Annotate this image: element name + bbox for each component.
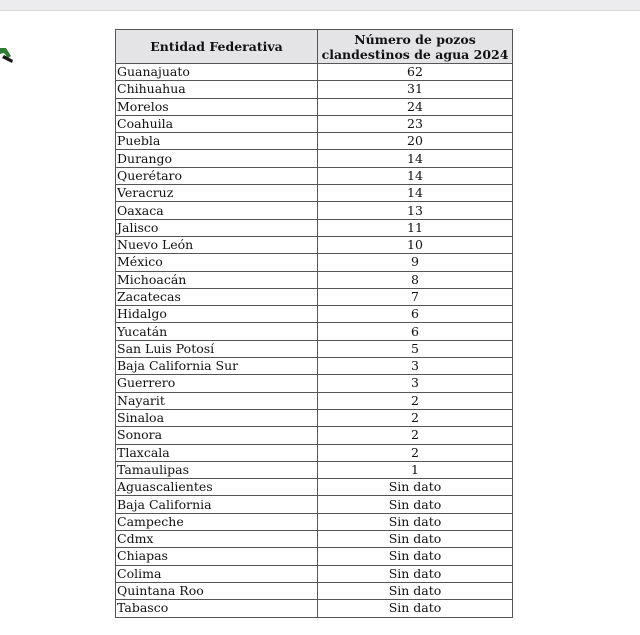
state-name-cell: Tabasco xyxy=(116,600,318,617)
state-name-cell: Quintana Roo xyxy=(116,582,318,599)
well-count-cell: 1 xyxy=(318,461,513,478)
header-pozos: Número de pozos clandestinos de agua 2024 xyxy=(318,30,513,64)
well-count-cell: Sin dato xyxy=(318,548,513,565)
table-row xyxy=(116,219,513,236)
table-row xyxy=(116,185,513,202)
table-row xyxy=(116,565,513,582)
well-count-cell: 2 xyxy=(318,392,513,409)
well-count-cell: 3 xyxy=(318,358,513,375)
state-name-cell: Sinaloa xyxy=(116,409,318,426)
table-body xyxy=(116,64,513,618)
state-name-cell: Sonora xyxy=(116,427,318,444)
well-count-cell: 7 xyxy=(318,288,513,305)
table-row xyxy=(116,461,513,478)
state-name-cell: Jalisco xyxy=(116,219,318,236)
state-name-cell: Baja California Sur xyxy=(116,358,318,375)
pozos-table xyxy=(115,29,513,618)
well-count-cell: 14 xyxy=(318,150,513,167)
well-count-cell: Sin dato xyxy=(318,496,513,513)
well-count-cell: 14 xyxy=(318,185,513,202)
state-name-cell: Querétaro xyxy=(116,167,318,184)
state-name-cell: Durango xyxy=(116,150,318,167)
state-name-cell: Guerrero xyxy=(116,375,318,392)
state-name-cell: Aguascalientes xyxy=(116,479,318,496)
well-count-cell: 3 xyxy=(318,375,513,392)
table-row xyxy=(116,167,513,184)
well-count-cell: 9 xyxy=(318,254,513,271)
well-count-cell: 2 xyxy=(318,409,513,426)
state-name-cell: Chihuahua xyxy=(116,81,318,98)
state-name-cell: Puebla xyxy=(116,133,318,150)
well-count-cell: 10 xyxy=(318,236,513,253)
table-row xyxy=(116,115,513,132)
well-count-cell: 31 xyxy=(318,81,513,98)
well-count-cell: 14 xyxy=(318,167,513,184)
table-row xyxy=(116,496,513,513)
table-row xyxy=(116,98,513,115)
state-name-cell: Zacatecas xyxy=(116,288,318,305)
table-row xyxy=(116,340,513,357)
table-row xyxy=(116,150,513,167)
state-name-cell: San Luis Potosí xyxy=(116,340,318,357)
table-row xyxy=(116,531,513,548)
header-entidad: Entidad Federativa xyxy=(116,30,318,64)
state-name-cell: Morelos xyxy=(116,98,318,115)
well-count-cell: 5 xyxy=(318,340,513,357)
table-row xyxy=(116,409,513,426)
state-name-cell: Tamaulipas xyxy=(116,461,318,478)
table-row xyxy=(116,236,513,253)
table-header-row xyxy=(116,30,513,64)
state-name-cell: Cdmx xyxy=(116,531,318,548)
table-row xyxy=(116,202,513,219)
table-row xyxy=(116,288,513,305)
state-name-cell: Michoacán xyxy=(116,271,318,288)
well-count-cell: 2 xyxy=(318,444,513,461)
state-name-cell: Nayarit xyxy=(116,392,318,409)
well-count-cell: 6 xyxy=(318,306,513,323)
well-count-cell: Sin dato xyxy=(318,531,513,548)
table-row xyxy=(116,548,513,565)
table-row xyxy=(116,375,513,392)
table-row xyxy=(116,323,513,340)
well-count-cell: 6 xyxy=(318,323,513,340)
well-count-cell: 8 xyxy=(318,271,513,288)
table-row xyxy=(116,582,513,599)
top-bar xyxy=(0,0,640,11)
state-name-cell: Guanajuato xyxy=(116,64,318,81)
state-name-cell: Baja California xyxy=(116,496,318,513)
table-row xyxy=(116,600,513,617)
state-name-cell: México xyxy=(116,254,318,271)
table-row xyxy=(116,133,513,150)
state-name-cell: Chiapas xyxy=(116,548,318,565)
table-row xyxy=(116,306,513,323)
state-name-cell: Colima xyxy=(116,565,318,582)
state-name-cell: Veracruz xyxy=(116,185,318,202)
state-name-cell: Tlaxcala xyxy=(116,444,318,461)
state-name-cell: Campeche xyxy=(116,513,318,530)
state-name-cell: Hidalgo xyxy=(116,306,318,323)
well-count-cell: Sin dato xyxy=(318,513,513,530)
table-row xyxy=(116,479,513,496)
well-count-cell: 11 xyxy=(318,219,513,236)
logo-fragment-icon xyxy=(0,44,16,64)
well-count-cell: 24 xyxy=(318,98,513,115)
well-count-cell: Sin dato xyxy=(318,565,513,582)
table-row xyxy=(116,392,513,409)
table-row xyxy=(116,254,513,271)
state-name-cell: Nuevo León xyxy=(116,236,318,253)
state-name-cell: Yucatán xyxy=(116,323,318,340)
table-row xyxy=(116,271,513,288)
well-count-cell: Sin dato xyxy=(318,479,513,496)
well-count-cell: 62 xyxy=(318,64,513,81)
state-name-cell: Coahuila xyxy=(116,115,318,132)
well-count-cell: 20 xyxy=(318,133,513,150)
well-count-cell: Sin dato xyxy=(318,582,513,599)
well-count-cell: 13 xyxy=(318,202,513,219)
well-count-cell: 2 xyxy=(318,427,513,444)
table-row xyxy=(116,444,513,461)
table-row xyxy=(116,358,513,375)
table-row xyxy=(116,427,513,444)
well-count-cell: 23 xyxy=(318,115,513,132)
table-row xyxy=(116,513,513,530)
state-name-cell: Oaxaca xyxy=(116,202,318,219)
table-row xyxy=(116,64,513,81)
table-row xyxy=(116,81,513,98)
well-count-cell: Sin dato xyxy=(318,600,513,617)
